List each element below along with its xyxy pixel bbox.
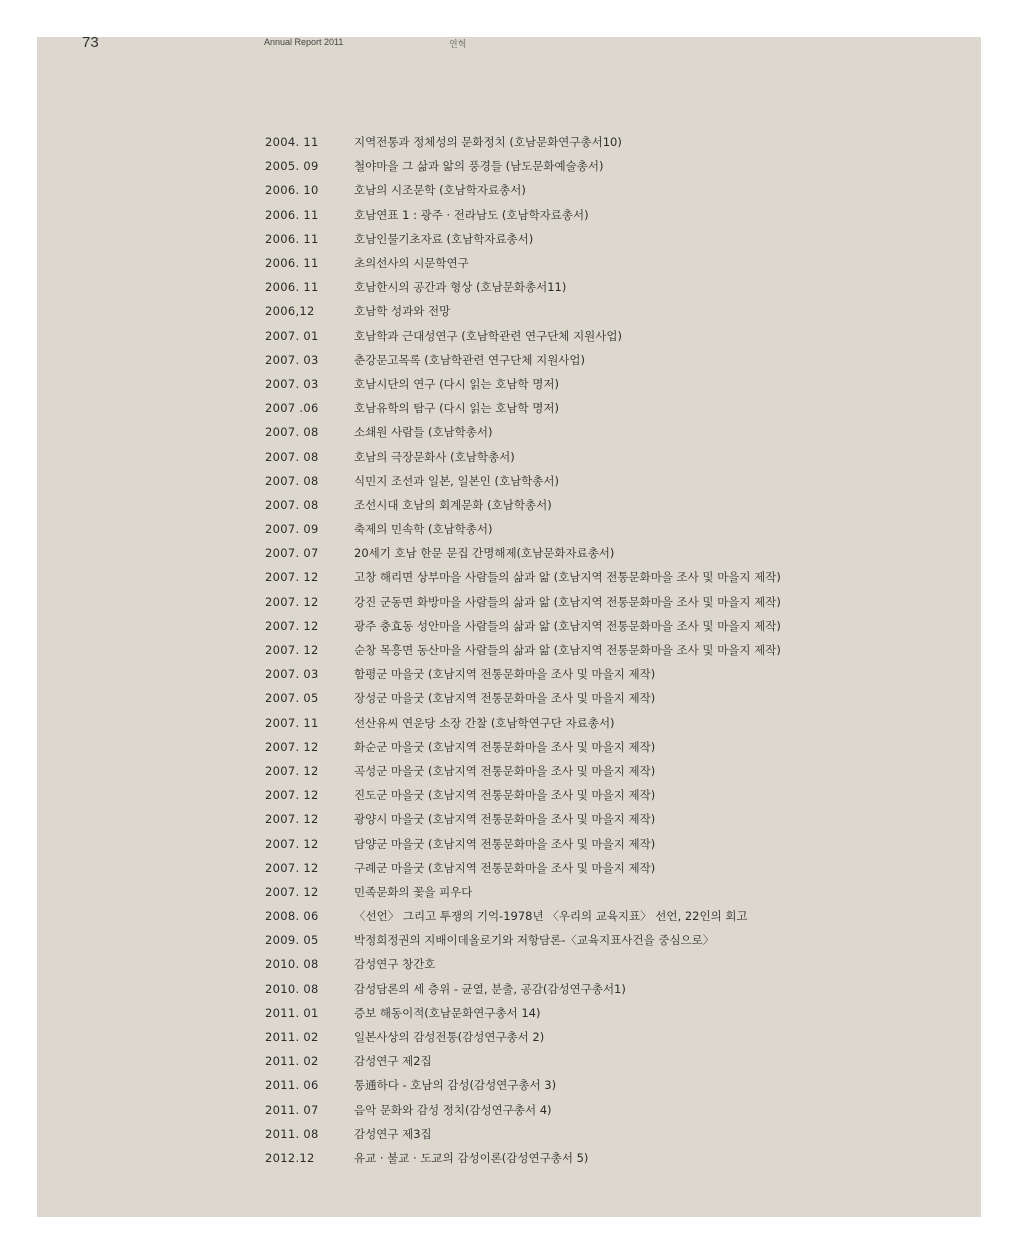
section-title: 연혁 [449,40,467,50]
entry-title: 조선시대 호남의 회계문화 (호남학총서) [354,497,552,512]
list-item [265,807,965,831]
entry-date: 2011. 02 [265,1030,319,1045]
list-item [265,904,965,928]
list-item [265,130,965,154]
entry-date: 2012.12 [265,1150,315,1165]
entry-date: 2006. 11 [265,280,319,295]
entry-date: 2007. 08 [265,425,319,440]
entry-title: 호남학과 근대성연구 (호남학관련 연구단체 지원사업) [354,328,622,343]
entry-date: 2007. 08 [265,497,319,512]
entry-title: 광주 충효동 성안마을 사람들의 삶과 앎 (호남지역 전통문화마을 조사 및 마을지 제작) [354,618,781,633]
entry-date: 2007. 11 [265,715,319,730]
list-item [265,444,965,468]
entry-date: 2007. 05 [265,691,319,706]
entry-date: 2011. 02 [265,1054,319,1069]
entry-title: 감성연구 창간호 [354,957,436,972]
entry-title: 담양군 마을굿 (호남지역 전통문화마을 조사 및 마을지 제작) [354,836,656,851]
entry-date: 2007. 12 [265,884,319,899]
entry-date: 2007. 12 [265,643,319,658]
entry-title: 구례군 마을굿 (호남지역 전통문화마을 조사 및 마을지 제작) [354,860,656,875]
list-item [265,324,965,348]
list-item [265,1001,965,1025]
entry-title: 호남유학의 탐구 (다시 읽는 호남학 명저) [354,401,559,416]
entry-date: 2011. 01 [265,1005,319,1020]
list-item [265,299,965,323]
entry-date: 2007. 12 [265,594,319,609]
entry-date: 2007. 12 [265,618,319,633]
entry-date: 2011. 08 [265,1126,319,1141]
list-item [265,251,965,275]
entry-title: 진도군 마을굿 (호남지역 전통문화마을 조사 및 마을지 제작) [354,788,656,803]
list-item [265,541,965,565]
list-item [265,493,965,517]
list-item [265,517,965,541]
list-item [265,831,965,855]
list-item [265,469,965,493]
list-item [265,928,965,952]
entry-title: 호남시단의 연구 (다시 읽는 호남학 명저) [354,376,559,391]
entry-title: 초의선사의 시문학연구 [354,256,469,271]
entry-date: 2007. 12 [265,739,319,754]
list-item [265,1073,965,1097]
list-item [265,154,965,178]
entry-date: 2005. 09 [265,159,319,174]
entry-title: 광양시 마을굿 (호남지역 전통문화마을 조사 및 마을지 제작) [354,812,656,827]
list-item [265,1049,965,1073]
entry-title: 민족문화의 꽃을 피우다 [354,884,473,899]
list-item [265,735,965,759]
entry-title: 장성군 마을굿 (호남지역 전통문화마을 조사 및 마을지 제작) [354,691,656,706]
entry-date: 2007. 12 [265,570,319,585]
entry-date: 2006. 11 [265,256,319,271]
entry-title: 철야마을 그 삶과 앎의 풍경들 (남도문화예술총서) [354,159,604,174]
list-item [265,178,965,202]
entry-date: 2007. 12 [265,763,319,778]
entry-date: 2007 .06 [265,401,319,416]
entry-title: 유교 · 불교 · 도교의 감성이론(감성연구총서 5) [354,1150,589,1165]
entry-date: 2007. 08 [265,473,319,488]
entry-title: 고창 해리면 상부마을 사람들의 삶과 앎 (호남지역 전통문화마을 조사 및 마을지 제작) [354,570,781,585]
entry-date: 2007. 03 [265,352,319,367]
entry-title: 증보 해동이적(호남문화연구총서 14) [354,1005,541,1020]
history-list [265,130,965,1170]
entry-date: 2004. 11 [265,135,319,150]
entry-title: 축제의 민속학 (호남학총서) [354,522,493,537]
list-item [265,275,965,299]
entry-title: 음악 문화와 감성 정치(감성연구총서 4) [354,1102,552,1117]
entry-title: 호남의 시조문학 (호남학자료총서) [354,183,526,198]
list-item [265,348,965,372]
list-item [265,856,965,880]
entry-date: 2007. 12 [265,836,319,851]
entry-title: 감성담론의 세 층위 - 균열, 분출, 공감(감성연구총서1) [354,981,626,996]
entry-title: 호남인물기초자료 (호남학자료총서) [354,231,534,246]
entry-date: 2006,12 [265,304,315,319]
list-item [265,1122,965,1146]
entry-date: 2010. 08 [265,957,319,972]
list-item [265,614,965,638]
entry-date: 2007. 09 [265,522,319,537]
list-item [265,565,965,589]
list-item [265,420,965,444]
list-item [265,203,965,227]
entry-title: 감성연구 제2집 [354,1054,432,1069]
list-item [265,1098,965,1122]
entry-title: 통通하다 - 호남의 감성(감성연구총서 3) [354,1078,557,1093]
entry-date: 2007. 07 [265,546,319,561]
entry-title: 강진 군동면 화방마을 사람들의 삶과 앎 (호남지역 전통문화마을 조사 및 마을지 제작) [354,594,781,609]
list-item [265,1146,965,1170]
list-item [265,396,965,420]
entry-title: 식민지 조선과 일본, 일본인 (호남학총서) [354,473,559,488]
list-item [265,638,965,662]
entry-title: 함평군 마을굿 (호남지역 전통문화마을 조사 및 마을지 제작) [354,667,656,682]
entry-title: 소쇄원 사람들 (호남학총서) [354,425,493,440]
entry-title: 순창 목흥면 동산마을 사람들의 삶과 앎 (호남지역 전통문화마을 조사 및 마을지 제작) [354,643,781,658]
entry-title: 박정희정권의 지배이데올로기와 저항담론-〈교육지표사건을 중심으로〉 [354,933,715,948]
entry-title: 호남학 성과와 전망 [354,304,451,319]
entry-date: 2007. 03 [265,667,319,682]
list-item [265,372,965,396]
list-item [265,952,965,976]
entry-date: 2011. 06 [265,1078,319,1093]
entry-title: 화순군 마을굿 (호남지역 전통문화마을 조사 및 마을지 제작) [354,739,656,754]
entry-date: 2011. 07 [265,1102,319,1117]
list-item [265,759,965,783]
entry-date: 2007. 01 [265,328,319,343]
entry-date: 2006. 11 [265,207,319,222]
entry-date: 2006. 11 [265,231,319,246]
list-item [265,711,965,735]
entry-title: 호남연표 1 : 광주 · 전라남도 (호남학자료총서) [354,207,589,222]
entry-title: 일본사상의 감성전통(감성연구총서 2) [354,1030,545,1045]
list-item [265,1025,965,1049]
entry-title: 선산유씨 연운당 소장 간찰 (호남학연구단 자료총서) [354,715,615,730]
list-item [265,590,965,614]
list-item [265,880,965,904]
entry-date: 2008. 06 [265,909,319,924]
entry-title: 〈선언〉 그리고 투쟁의 기억-1978년 〈우리의 교육지표〉 선언, 22인의 회고 [354,909,748,924]
entry-title: 20세기 호남 한문 문집 간명해제(호남문화자료총서) [354,546,615,561]
entry-title: 곡성군 마을굿 (호남지역 전통문화마을 조사 및 마을지 제작) [354,763,656,778]
entry-title: 춘강문고목록 (호남학관련 연구단체 지원사업) [354,352,586,367]
entry-title: 지역전통과 정체성의 문화정치 (호남문화연구총서10) [354,135,622,150]
report-title: Annual Report 2011 [264,37,344,47]
entry-date: 2007. 08 [265,449,319,464]
list-item [265,686,965,710]
entry-title: 감성연구 제3집 [354,1126,432,1141]
list-item [265,977,965,1001]
entry-date: 2007. 03 [265,376,319,391]
entry-title: 호남의 극장문화사 (호남학총서) [354,449,515,464]
entry-date: 2007. 12 [265,860,319,875]
entry-date: 2007. 12 [265,812,319,827]
list-item [265,227,965,251]
list-item [265,662,965,686]
entry-date: 2006. 10 [265,183,319,198]
entry-date: 2010. 08 [265,981,319,996]
page-number: 73 [82,34,99,51]
entry-date: 2009. 05 [265,933,319,948]
list-item [265,783,965,807]
entry-title: 호남한시의 공간과 형상 (호남문화총서11) [354,280,567,295]
entry-date: 2007. 12 [265,788,319,803]
